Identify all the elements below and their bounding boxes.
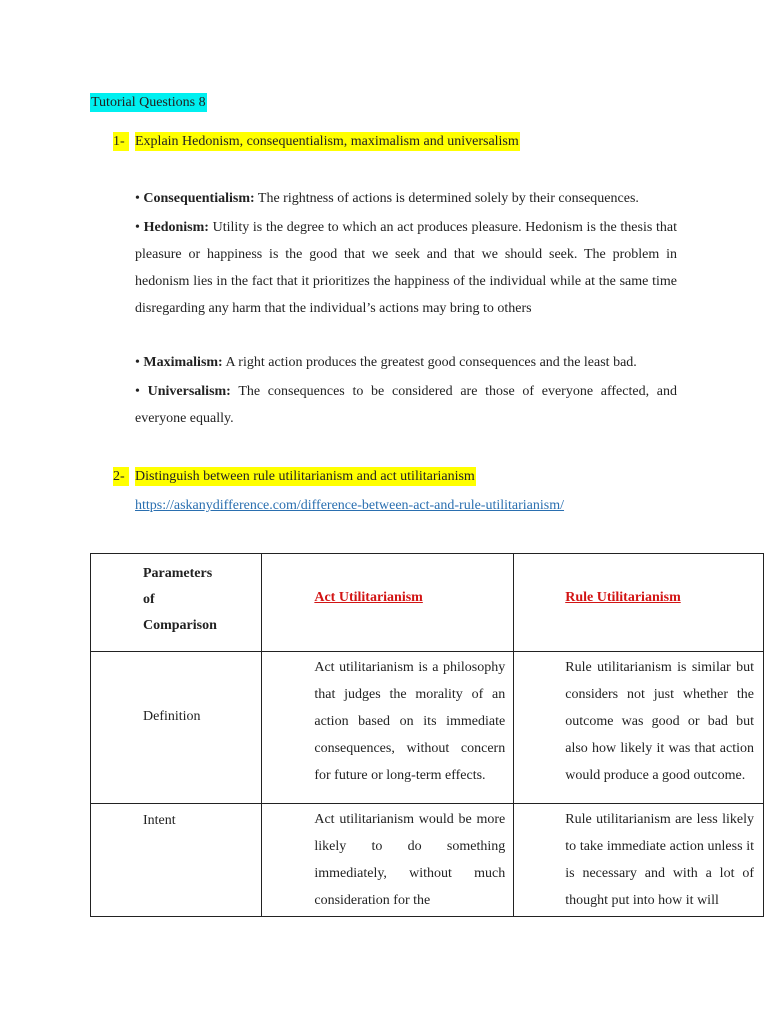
bullet: • [135,384,140,399]
term-label: Consequentialism: [143,191,255,206]
header-parameters [91,554,262,652]
question-1-number: 1- [113,132,129,151]
header-param-line: of [143,592,155,607]
bullet: • [135,220,140,235]
header-act-utilitarianism [262,554,514,652]
bullet: • [135,191,140,206]
reference-link[interactable]: https://askanydifference.com/difference-between-act-and-rule-utilitarianism/ [135,498,565,513]
row-param: Definition [91,652,262,804]
definition-consequentialism [135,185,677,212]
header-param-line: Parameters [143,566,213,581]
term-text: The consequences to be considered are those of everyone affected, and everyone equally. [135,384,678,426]
term-text: Utility is the degree to which an act produces pleasure. Hedonism is the thesis that pleasure or happiness is the good that we seek and that we should seek. The problem in hedonism lies in the fact that it prioritizes the happiness of the individual while at the same time disregarding any harm that the individual’s actions may bring to others [135,220,677,316]
document-title: Tutorial Questions 8 [91,95,206,110]
definition-maximalism [135,349,677,376]
term-label: Maximalism: [143,355,223,370]
header-act-label: Act Utilitarianism [314,590,423,605]
question-2-number: 2- [113,467,129,486]
table-row [91,652,764,804]
row-act-cell: Act utilitarianism is a philosophy that judges the morality of an action based on its immediate consequences, without concern for future or long-term effects. [262,652,514,804]
question-1-text: Explain Hedonism, consequentialism, maximalism and universalism [135,134,519,149]
cell-text: Act utilitarianism would be more likely to do something immediately, without much consideration for the [314,812,506,908]
row-param: Intent [91,804,262,917]
table-row [91,804,764,917]
cell-text: Rule utilitarianism are less likely to take immediate action unless it is necessary and with a lot of thought put into how it will [565,812,754,908]
row-rule-cell [514,804,764,917]
table-header-row [91,554,764,652]
header-rule-label: Rule Utilitarianism [565,590,681,605]
header-param-line: Comparison [143,618,217,633]
question-2-text: Distinguish between rule utilitarianism and act utilitarianism [135,469,475,484]
bullet: • [135,355,140,370]
row-act-cell [262,804,514,917]
term-text: A right action produces the greatest good consequences and the least bad. [225,355,637,370]
definition-hedonism [135,214,677,322]
row-rule-cell: Rule utilitarianism is similar but considers not just whether the outcome was good or bad but also how likely it was that action would produce a good outcome. [514,652,764,804]
term-label: Hedonism: [143,220,209,235]
header-rule-utilitarianism [514,554,764,652]
term-text: The rightness of actions is determined solely by their consequences. [257,191,639,206]
definition-universalism [135,378,677,432]
comparison-table [90,553,764,917]
term-label: Universalism: [147,384,231,399]
